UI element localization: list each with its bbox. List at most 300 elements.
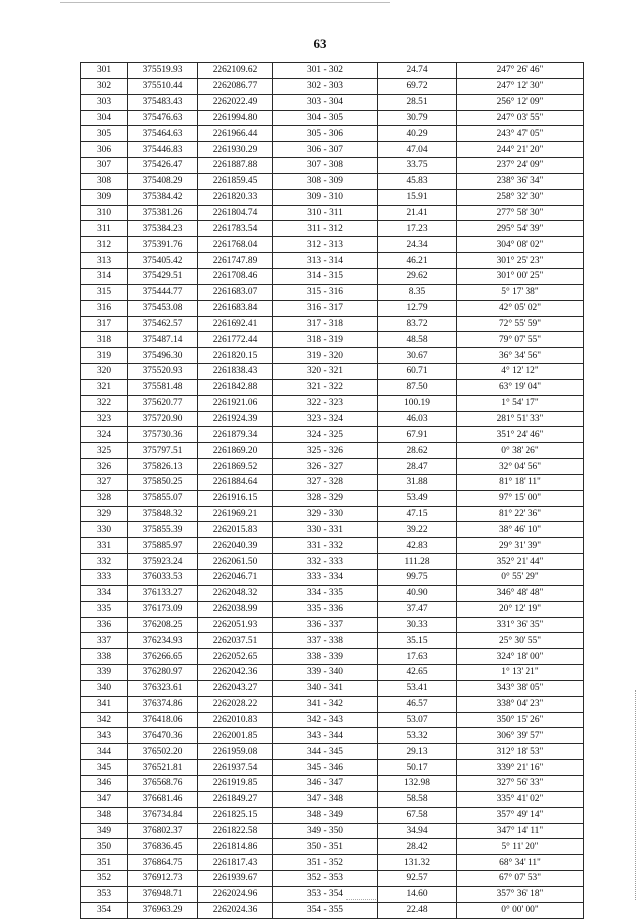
- length-cell: 60.71: [378, 364, 457, 380]
- y-coordinate-cell: 2261879.34: [198, 427, 273, 443]
- table-row: [81, 538, 584, 554]
- length-cell: 28.62: [378, 443, 457, 459]
- table-row: [81, 744, 584, 760]
- segment-cell: 346 - 347: [273, 775, 378, 791]
- point-number-cell: 338: [81, 649, 128, 665]
- y-coordinate-cell: 2261937.54: [198, 760, 273, 776]
- point-number-cell: 341: [81, 696, 128, 712]
- point-number-cell: 324: [81, 427, 128, 443]
- y-coordinate-cell: 2261692.41: [198, 316, 273, 332]
- x-coordinate-cell: 375923.24: [128, 554, 198, 570]
- length-cell: 48.58: [378, 332, 457, 348]
- length-cell: 21.41: [378, 205, 457, 221]
- bearing-cell: 36° 34' 56": [457, 348, 584, 364]
- table-row: [81, 696, 584, 712]
- table-row: [81, 427, 584, 443]
- y-coordinate-cell: 2262028.22: [198, 696, 273, 712]
- x-coordinate-cell: 375855.07: [128, 490, 198, 506]
- x-coordinate-cell: 375519.93: [128, 63, 198, 79]
- table-row: [81, 617, 584, 633]
- x-coordinate-cell: 376864.75: [128, 855, 198, 871]
- x-coordinate-cell: 375384.42: [128, 189, 198, 205]
- length-cell: 111.28: [378, 554, 457, 570]
- segment-cell: 337 - 338: [273, 633, 378, 649]
- point-number-cell: 325: [81, 443, 128, 459]
- point-number-cell: 342: [81, 712, 128, 728]
- segment-cell: 333 - 334: [273, 570, 378, 586]
- segment-cell: 350 - 351: [273, 839, 378, 855]
- segment-cell: 352 - 353: [273, 871, 378, 887]
- bearing-cell: 306° 39' 57": [457, 728, 584, 744]
- length-cell: 30.67: [378, 348, 457, 364]
- length-cell: 22.48: [378, 902, 457, 918]
- table-row: [81, 665, 584, 681]
- table-row: [81, 443, 584, 459]
- length-cell: 30.33: [378, 617, 457, 633]
- segment-cell: 338 - 339: [273, 649, 378, 665]
- segment-cell: 328 - 329: [273, 490, 378, 506]
- point-number-cell: 333: [81, 570, 128, 586]
- point-number-cell: 311: [81, 221, 128, 237]
- point-number-cell: 313: [81, 253, 128, 269]
- x-coordinate-cell: 375405.42: [128, 253, 198, 269]
- bearing-cell: 1° 54' 17": [457, 395, 584, 411]
- y-coordinate-cell: 2262042.36: [198, 665, 273, 681]
- x-coordinate-cell: 376912.73: [128, 871, 198, 887]
- segment-cell: 331 - 332: [273, 538, 378, 554]
- bearing-cell: 247° 26' 46": [457, 63, 584, 79]
- x-coordinate-cell: 376963.29: [128, 902, 198, 918]
- x-coordinate-cell: 376521.81: [128, 760, 198, 776]
- table-row: [81, 110, 584, 126]
- x-coordinate-cell: 376418.06: [128, 712, 198, 728]
- y-coordinate-cell: 2261747.89: [198, 253, 273, 269]
- point-number-cell: 306: [81, 142, 128, 158]
- y-coordinate-cell: 2261772.44: [198, 332, 273, 348]
- table-row: [81, 379, 584, 395]
- point-number-cell: 349: [81, 823, 128, 839]
- segment-cell: 329 - 330: [273, 506, 378, 522]
- segment-cell: 335 - 336: [273, 601, 378, 617]
- x-coordinate-cell: 375885.97: [128, 538, 198, 554]
- bearing-cell: 1° 13' 21": [457, 665, 584, 681]
- bearing-cell: 301° 25' 23": [457, 253, 584, 269]
- table-row: [81, 871, 584, 887]
- scan-edge-mark: [635, 690, 638, 900]
- y-coordinate-cell: 2262040.39: [198, 538, 273, 554]
- x-coordinate-cell: 375496.30: [128, 348, 198, 364]
- point-number-cell: 343: [81, 728, 128, 744]
- bearing-cell: 350° 15' 26": [457, 712, 584, 728]
- length-cell: 24.74: [378, 63, 457, 79]
- y-coordinate-cell: 2261825.15: [198, 807, 273, 823]
- scan-bottom-mark: [346, 899, 376, 901]
- table-row: [81, 585, 584, 601]
- bearing-cell: 352° 21' 44": [457, 554, 584, 570]
- bearing-cell: 357° 49' 14": [457, 807, 584, 823]
- segment-cell: 341 - 342: [273, 696, 378, 712]
- point-number-cell: 344: [81, 744, 128, 760]
- table-row: [81, 348, 584, 364]
- bearing-cell: 324° 18' 00": [457, 649, 584, 665]
- x-coordinate-cell: 376734.84: [128, 807, 198, 823]
- length-cell: 131.32: [378, 855, 457, 871]
- length-cell: 47.15: [378, 506, 457, 522]
- length-cell: 50.17: [378, 760, 457, 776]
- page-number: 63: [313, 36, 327, 51]
- table-row: [81, 760, 584, 776]
- x-coordinate-cell: 375408.29: [128, 173, 198, 189]
- point-number-cell: 336: [81, 617, 128, 633]
- length-cell: 33.75: [378, 158, 457, 174]
- point-number-cell: 303: [81, 94, 128, 110]
- y-coordinate-cell: 2261820.15: [198, 348, 273, 364]
- x-coordinate-cell: 375446.83: [128, 142, 198, 158]
- x-coordinate-cell: 375483.43: [128, 94, 198, 110]
- bearing-cell: 312° 18' 53": [457, 744, 584, 760]
- x-coordinate-cell: 375391.76: [128, 237, 198, 253]
- length-cell: 40.90: [378, 585, 457, 601]
- y-coordinate-cell: 2261884.64: [198, 474, 273, 490]
- y-coordinate-cell: 2262048.32: [198, 585, 273, 601]
- y-coordinate-cell: 2262037.51: [198, 633, 273, 649]
- segment-cell: 342 - 343: [273, 712, 378, 728]
- bearing-cell: 357° 36' 18": [457, 886, 584, 902]
- x-coordinate-cell: 376836.45: [128, 839, 198, 855]
- table-row: [81, 316, 584, 332]
- length-cell: 87.50: [378, 379, 457, 395]
- length-cell: 58.58: [378, 791, 457, 807]
- y-coordinate-cell: 2262038.99: [198, 601, 273, 617]
- y-coordinate-cell: 2261869.52: [198, 459, 273, 475]
- length-cell: 83.72: [378, 316, 457, 332]
- bearing-cell: 238° 36' 34": [457, 173, 584, 189]
- table-row: [81, 395, 584, 411]
- segment-cell: 325 - 326: [273, 443, 378, 459]
- point-number-cell: 340: [81, 680, 128, 696]
- y-coordinate-cell: 2262086.77: [198, 78, 273, 94]
- bearing-cell: 72° 55' 59": [457, 316, 584, 332]
- x-coordinate-cell: 375476.63: [128, 110, 198, 126]
- bearing-cell: 338° 04' 23": [457, 696, 584, 712]
- bearing-cell: 258° 32' 30": [457, 189, 584, 205]
- x-coordinate-cell: 376948.71: [128, 886, 198, 902]
- segment-cell: 321 - 322: [273, 379, 378, 395]
- length-cell: 53.32: [378, 728, 457, 744]
- point-number-cell: 318: [81, 332, 128, 348]
- x-coordinate-cell: 375464.63: [128, 126, 198, 142]
- y-coordinate-cell: 2261814.86: [198, 839, 273, 855]
- point-number-cell: 334: [81, 585, 128, 601]
- y-coordinate-cell: 2261817.43: [198, 855, 273, 871]
- table-row: [81, 680, 584, 696]
- y-coordinate-cell: 2262022.49: [198, 94, 273, 110]
- length-cell: 40.29: [378, 126, 457, 142]
- point-number-cell: 312: [81, 237, 128, 253]
- x-coordinate-cell: 375855.39: [128, 522, 198, 538]
- bearing-cell: 4° 12' 12": [457, 364, 584, 380]
- point-number-cell: 348: [81, 807, 128, 823]
- bearing-cell: 5° 11' 20": [457, 839, 584, 855]
- bearing-cell: 277° 58' 30": [457, 205, 584, 221]
- point-number-cell: 328: [81, 490, 128, 506]
- bearing-cell: 304° 08' 02": [457, 237, 584, 253]
- x-coordinate-cell: 375520.93: [128, 364, 198, 380]
- segment-cell: 348 - 349: [273, 807, 378, 823]
- x-coordinate-cell: 375384.23: [128, 221, 198, 237]
- length-cell: 45.83: [378, 173, 457, 189]
- segment-cell: 351 - 352: [273, 855, 378, 871]
- length-cell: 42.65: [378, 665, 457, 681]
- x-coordinate-cell: 375826.13: [128, 459, 198, 475]
- y-coordinate-cell: 2262109.62: [198, 63, 273, 79]
- y-coordinate-cell: 2261939.67: [198, 871, 273, 887]
- length-cell: 17.63: [378, 649, 457, 665]
- y-coordinate-cell: 2261924.39: [198, 411, 273, 427]
- table-row: [81, 522, 584, 538]
- y-coordinate-cell: 2261838.43: [198, 364, 273, 380]
- bearing-cell: 0° 55' 29": [457, 570, 584, 586]
- length-cell: 39.22: [378, 522, 457, 538]
- table-row: [81, 506, 584, 522]
- bearing-cell: 81° 22' 36": [457, 506, 584, 522]
- x-coordinate-cell: 376323.61: [128, 680, 198, 696]
- segment-cell: 327 - 328: [273, 474, 378, 490]
- point-number-cell: 335: [81, 601, 128, 617]
- length-cell: 42.83: [378, 538, 457, 554]
- x-coordinate-cell: 376266.65: [128, 649, 198, 665]
- bearing-cell: 5° 17' 38": [457, 284, 584, 300]
- x-coordinate-cell: 375581.48: [128, 379, 198, 395]
- y-coordinate-cell: 2261969.21: [198, 506, 273, 522]
- point-number-cell: 330: [81, 522, 128, 538]
- x-coordinate-cell: 376033.53: [128, 570, 198, 586]
- y-coordinate-cell: 2261959.08: [198, 744, 273, 760]
- length-cell: 67.91: [378, 427, 457, 443]
- length-cell: 17.23: [378, 221, 457, 237]
- y-coordinate-cell: 2261869.20: [198, 443, 273, 459]
- length-cell: 53.49: [378, 490, 457, 506]
- segment-cell: 345 - 346: [273, 760, 378, 776]
- length-cell: 35.15: [378, 633, 457, 649]
- point-number-cell: 317: [81, 316, 128, 332]
- x-coordinate-cell: 375453.08: [128, 300, 198, 316]
- bearing-cell: 63° 19' 04": [457, 379, 584, 395]
- segment-cell: 326 - 327: [273, 459, 378, 475]
- segment-cell: 307 - 308: [273, 158, 378, 174]
- bearing-cell: 243° 47' 05": [457, 126, 584, 142]
- table-row: [81, 364, 584, 380]
- segment-cell: 353 - 354: [273, 886, 378, 902]
- table-row: [81, 268, 584, 284]
- bearing-cell: 25° 30' 55": [457, 633, 584, 649]
- bearing-cell: 335° 41' 02": [457, 791, 584, 807]
- table-row: [81, 189, 584, 205]
- point-number-cell: 329: [81, 506, 128, 522]
- length-cell: 28.42: [378, 839, 457, 855]
- table-row: [81, 284, 584, 300]
- length-cell: 47.04: [378, 142, 457, 158]
- length-cell: 29.13: [378, 744, 457, 760]
- table-row: [81, 775, 584, 791]
- length-cell: 53.07: [378, 712, 457, 728]
- table-row: [81, 78, 584, 94]
- length-cell: 132.98: [378, 775, 457, 791]
- point-number-cell: 314: [81, 268, 128, 284]
- header-rule: [60, 2, 390, 3]
- table-row: [81, 173, 584, 189]
- length-cell: 46.03: [378, 411, 457, 427]
- x-coordinate-cell: 376374.86: [128, 696, 198, 712]
- length-cell: 12.79: [378, 300, 457, 316]
- bearing-cell: 0° 00' 00": [457, 902, 584, 918]
- table-row: [81, 633, 584, 649]
- table-row: [81, 823, 584, 839]
- x-coordinate-cell: 375510.44: [128, 78, 198, 94]
- point-number-cell: 337: [81, 633, 128, 649]
- segment-cell: 313 - 314: [273, 253, 378, 269]
- y-coordinate-cell: 2261921.06: [198, 395, 273, 411]
- table-row: [81, 300, 584, 316]
- segment-cell: 319 - 320: [273, 348, 378, 364]
- x-coordinate-cell: 375720.90: [128, 411, 198, 427]
- bearing-cell: 237° 24' 09": [457, 158, 584, 174]
- y-coordinate-cell: 2261783.54: [198, 221, 273, 237]
- y-coordinate-cell: 2261683.84: [198, 300, 273, 316]
- point-number-cell: 345: [81, 760, 128, 776]
- table-row: [81, 411, 584, 427]
- bearing-cell: 295° 54' 39": [457, 221, 584, 237]
- segment-cell: 320 - 321: [273, 364, 378, 380]
- segment-cell: 324 - 325: [273, 427, 378, 443]
- y-coordinate-cell: 2262001.85: [198, 728, 273, 744]
- segment-cell: 339 - 340: [273, 665, 378, 681]
- length-cell: 28.47: [378, 459, 457, 475]
- x-coordinate-cell: 375487.14: [128, 332, 198, 348]
- table-row: [81, 886, 584, 902]
- bearing-cell: 343° 38' 05": [457, 680, 584, 696]
- table-row: [81, 554, 584, 570]
- point-number-cell: 304: [81, 110, 128, 126]
- x-coordinate-cell: 376502.20: [128, 744, 198, 760]
- y-coordinate-cell: 2261887.88: [198, 158, 273, 174]
- y-coordinate-cell: 2262010.83: [198, 712, 273, 728]
- bearing-cell: 256° 12' 09": [457, 94, 584, 110]
- x-coordinate-cell: 375848.32: [128, 506, 198, 522]
- segment-cell: 322 - 323: [273, 395, 378, 411]
- x-coordinate-cell: 376470.36: [128, 728, 198, 744]
- table-row: [81, 332, 584, 348]
- y-coordinate-cell: 2261849.27: [198, 791, 273, 807]
- segment-cell: 316 - 317: [273, 300, 378, 316]
- y-coordinate-cell: 2262024.96: [198, 886, 273, 902]
- x-coordinate-cell: 375381.26: [128, 205, 198, 221]
- table-row: [81, 459, 584, 475]
- length-cell: 34.94: [378, 823, 457, 839]
- segment-cell: 318 - 319: [273, 332, 378, 348]
- point-number-cell: 319: [81, 348, 128, 364]
- y-coordinate-cell: 2262051.93: [198, 617, 273, 633]
- point-number-cell: 307: [81, 158, 128, 174]
- length-cell: 30.79: [378, 110, 457, 126]
- y-coordinate-cell: 2261916.15: [198, 490, 273, 506]
- point-number-cell: 315: [81, 284, 128, 300]
- table-row: [81, 791, 584, 807]
- bearing-cell: 351° 24' 46": [457, 427, 584, 443]
- y-coordinate-cell: 2262046.71: [198, 570, 273, 586]
- bearing-cell: 67° 07' 53": [457, 871, 584, 887]
- length-cell: 99.75: [378, 570, 457, 586]
- segment-cell: 317 - 318: [273, 316, 378, 332]
- y-coordinate-cell: 2261930.29: [198, 142, 273, 158]
- y-coordinate-cell: 2262043.27: [198, 680, 273, 696]
- length-cell: 29.62: [378, 268, 457, 284]
- table-row: [81, 205, 584, 221]
- point-number-cell: 339: [81, 665, 128, 681]
- segment-cell: 302 - 303: [273, 78, 378, 94]
- x-coordinate-cell: 376208.25: [128, 617, 198, 633]
- point-number-cell: 350: [81, 839, 128, 855]
- bearing-cell: 79° 07' 55": [457, 332, 584, 348]
- segment-cell: 344 - 345: [273, 744, 378, 760]
- y-coordinate-cell: 2262024.36: [198, 902, 273, 918]
- bearing-cell: 244° 21' 20": [457, 142, 584, 158]
- table-row: [81, 253, 584, 269]
- x-coordinate-cell: 376234.93: [128, 633, 198, 649]
- length-cell: 100.19: [378, 395, 457, 411]
- segment-cell: 314 - 315: [273, 268, 378, 284]
- length-cell: 53.41: [378, 680, 457, 696]
- x-coordinate-cell: 376802.37: [128, 823, 198, 839]
- x-coordinate-cell: 375444.77: [128, 284, 198, 300]
- point-number-cell: 321: [81, 379, 128, 395]
- point-number-cell: 331: [81, 538, 128, 554]
- y-coordinate-cell: 2261842.88: [198, 379, 273, 395]
- point-number-cell: 309: [81, 189, 128, 205]
- bearing-cell: 81° 18' 11": [457, 474, 584, 490]
- length-cell: 24.34: [378, 237, 457, 253]
- segment-cell: 323 - 324: [273, 411, 378, 427]
- table-row: [81, 649, 584, 665]
- point-number-cell: 302: [81, 78, 128, 94]
- length-cell: 31.88: [378, 474, 457, 490]
- y-coordinate-cell: 2261994.80: [198, 110, 273, 126]
- length-cell: 46.21: [378, 253, 457, 269]
- table-row: [81, 221, 584, 237]
- bearing-cell: 301° 00' 25": [457, 268, 584, 284]
- point-number-cell: 327: [81, 474, 128, 490]
- segment-cell: 315 - 316: [273, 284, 378, 300]
- y-coordinate-cell: 2261966.44: [198, 126, 273, 142]
- table-row: [81, 474, 584, 490]
- point-number-cell: 301: [81, 63, 128, 79]
- length-cell: 8.35: [378, 284, 457, 300]
- bearing-cell: 327° 56' 33": [457, 775, 584, 791]
- segment-cell: 306 - 307: [273, 142, 378, 158]
- point-number-cell: 332: [81, 554, 128, 570]
- point-number-cell: 353: [81, 886, 128, 902]
- point-number-cell: 347: [81, 791, 128, 807]
- y-coordinate-cell: 2261683.07: [198, 284, 273, 300]
- bearing-cell: 32° 04' 56": [457, 459, 584, 475]
- point-number-cell: 326: [81, 459, 128, 475]
- bearing-cell: 68° 34' 11": [457, 855, 584, 871]
- segment-cell: 334 - 335: [273, 585, 378, 601]
- x-coordinate-cell: 376133.27: [128, 585, 198, 601]
- point-number-cell: 316: [81, 300, 128, 316]
- length-cell: 92.57: [378, 871, 457, 887]
- table-row: [81, 63, 584, 79]
